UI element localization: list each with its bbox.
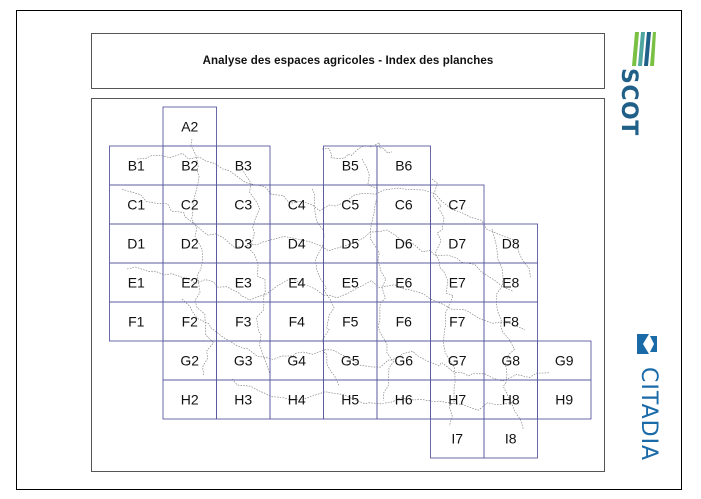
sheet-label-f4: F4: [288, 313, 305, 330]
index-grid-map: [92, 99, 604, 471]
sheet-label-d1: D1: [127, 235, 146, 252]
sheet-label-c1: C1: [127, 196, 146, 213]
sheet-grid: [110, 107, 592, 458]
sheet-label-c6: C6: [394, 196, 413, 213]
sheet-label-f1: F1: [128, 313, 145, 330]
sheet-label-c4: C4: [287, 196, 306, 213]
sheet-label-i7: I7: [451, 430, 464, 447]
sheet-label-h7: H7: [448, 391, 467, 408]
sheet-label-e2: E2: [181, 274, 199, 291]
sheet-label-h2: H2: [180, 391, 199, 408]
sheet-label-c5: C5: [341, 196, 360, 213]
sheet-label-e5: E5: [341, 274, 359, 291]
sheet-label-e8: E8: [502, 274, 520, 291]
sheet-label-e4: E4: [288, 274, 306, 291]
sheet-label-d4: D4: [287, 235, 306, 252]
sheet-label-g3: G3: [233, 352, 253, 369]
sheet-label-f2: F2: [181, 313, 198, 330]
sheet-label-h9: H9: [555, 391, 574, 408]
commune-border-line: [182, 299, 549, 381]
sheet-label-f3: F3: [235, 313, 252, 330]
sheet-label-e6: E6: [395, 274, 413, 291]
sheet-label-f6: F6: [395, 313, 412, 330]
sheet-label-g8: G8: [501, 352, 521, 369]
scot-logo-text: SCOT: [616, 68, 641, 136]
commune-border-line: [312, 189, 339, 386]
sheet-label-a2: A2: [181, 118, 199, 135]
sheet-label-h8: H8: [501, 391, 520, 408]
sheet-label-g9: G9: [554, 352, 574, 369]
sheet-label-g4: G4: [287, 352, 307, 369]
sheet-label-d2: D2: [180, 235, 199, 252]
sheet-label-c3: C3: [234, 196, 253, 213]
sheet-label-c7: C7: [448, 196, 467, 213]
sheet-label-g6: G6: [394, 352, 414, 369]
sheet-label-e7: E7: [448, 274, 466, 291]
sheet-label-b1: B1: [127, 157, 145, 174]
title-box: [91, 33, 605, 89]
sheet-label-c2: C2: [180, 196, 199, 213]
sheet-label-h5: H5: [341, 391, 360, 408]
sheet-label-d8: D8: [501, 235, 520, 252]
citadia-logo-icon: [635, 332, 659, 356]
sheet-label-g7: G7: [447, 352, 467, 369]
sheet-label-b3: B3: [234, 157, 252, 174]
commune-border-line: [322, 143, 392, 159]
citadia-logo-text: CITADIA: [636, 367, 661, 462]
sheet-label-d7: D7: [448, 235, 467, 252]
sheet-label-f5: F5: [342, 313, 359, 330]
sheet-label-f8: F8: [502, 313, 519, 330]
sheet-label-i8: I8: [504, 430, 517, 447]
page-title: Analyse des espaces agricoles - Index des planches: [202, 55, 494, 67]
sheet-label-d3: D3: [234, 235, 253, 252]
sheet-label-b6: B6: [395, 157, 413, 174]
sheet-label-e1: E1: [127, 274, 145, 291]
sheet-label-e3: E3: [234, 274, 252, 291]
sheet-label-h4: H4: [287, 391, 306, 408]
commune-border-line: [362, 159, 394, 400]
commune-border-line: [191, 139, 214, 376]
sheet-label-b2: B2: [181, 157, 199, 174]
sheet-label-d6: D6: [394, 235, 413, 252]
sheet-label-g5: G5: [340, 352, 360, 369]
sheet-label-h6: H6: [394, 391, 413, 408]
sheet-label-b5: B5: [341, 157, 359, 174]
commune-border-line: [232, 379, 512, 410]
sheet-label-d5: D5: [341, 235, 360, 252]
sheet-label-g2: G2: [180, 352, 200, 369]
scot-stripes-icon: [632, 32, 656, 66]
commune-border-line: [432, 179, 455, 426]
map-frame: [91, 98, 605, 472]
sheet-label-h3: H3: [234, 391, 253, 408]
sheet-label-f7: F7: [449, 313, 466, 330]
